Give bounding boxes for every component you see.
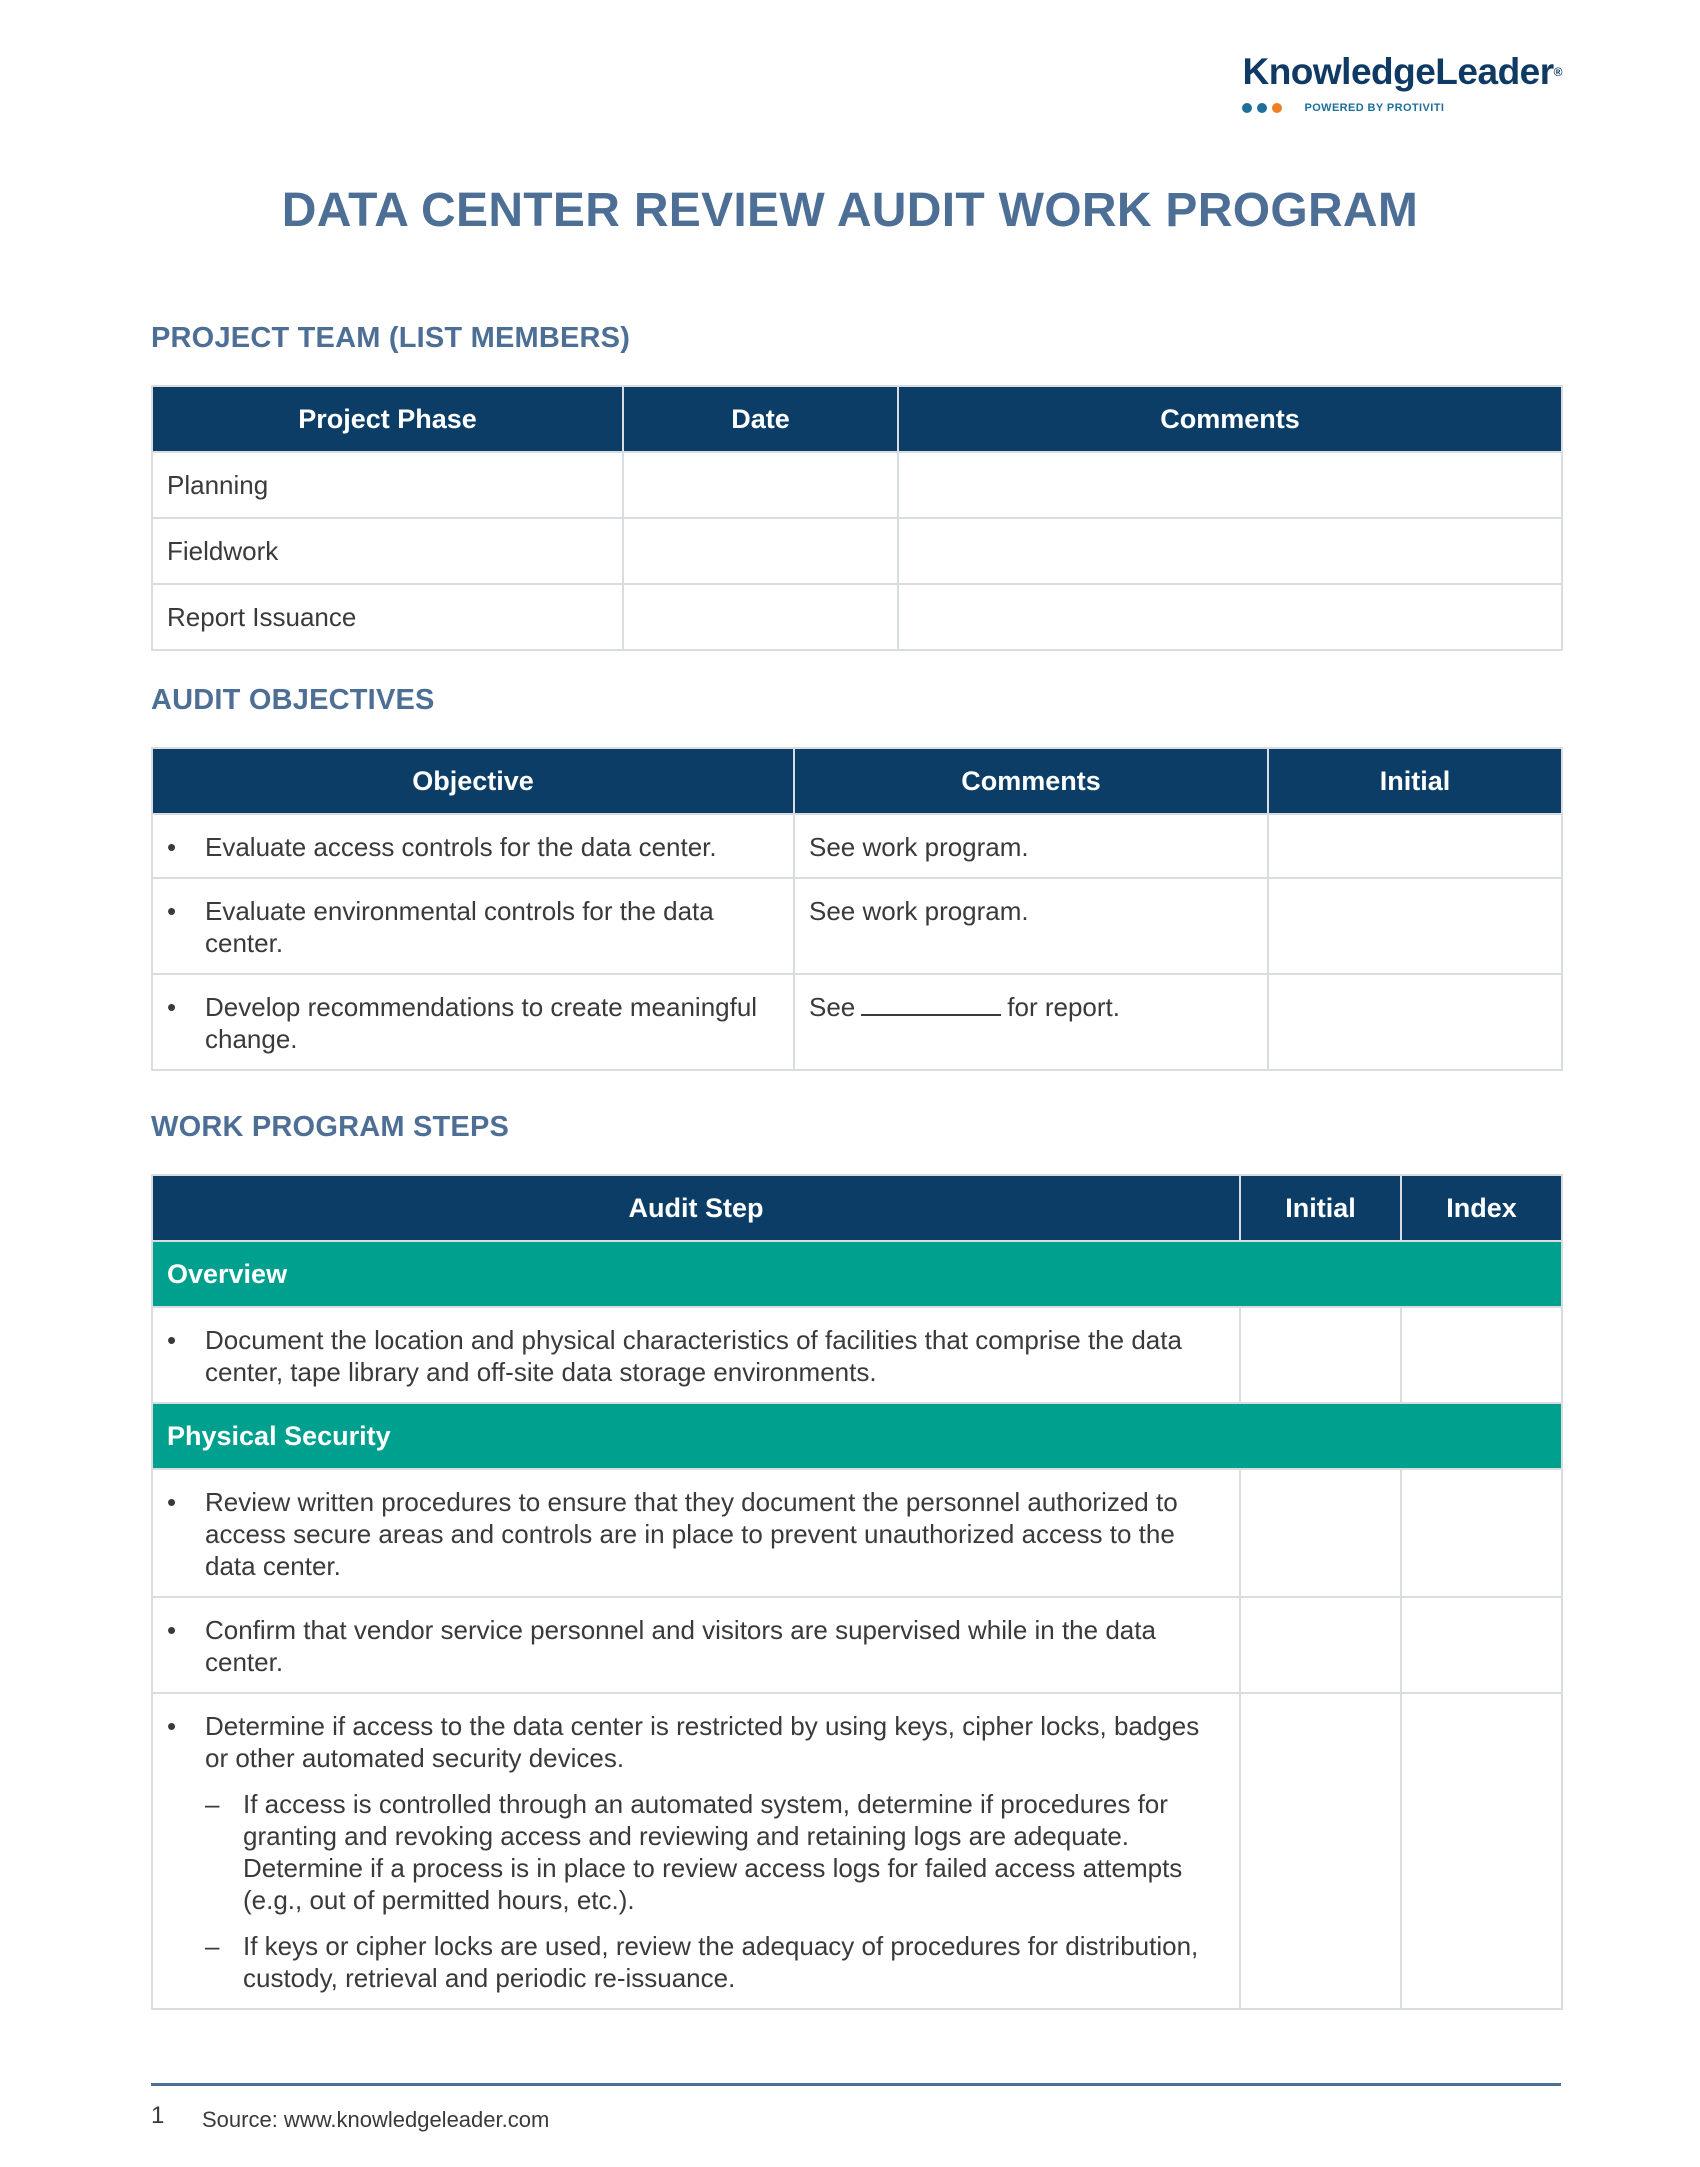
- logo-tagline: POWERED BY PROTIVITI: [1304, 102, 1445, 114]
- audit-step-cell: [152, 1597, 1240, 1693]
- column-header-date: Date: [623, 386, 898, 452]
- audit-objectives-heading: AUDIT OBJECTIVES: [151, 684, 435, 716]
- table-row: [152, 814, 1562, 878]
- section-row-overview: [152, 1241, 1562, 1307]
- initial-cell[interactable]: [1240, 1469, 1401, 1597]
- table-row: [152, 878, 1562, 974]
- comments-cell[interactable]: [898, 452, 1562, 518]
- objective-cell: [152, 878, 794, 974]
- table-header-row: [152, 748, 1562, 814]
- audit-sub-step: – If access is controlled through an automated system, determine if procedures for granting and revoking access and reviewing and retaining logs are adequate. Determine if a process is in place to review access logs for failed access attempts (e.g., out of permitted hours, etc.).: [205, 1788, 1225, 1916]
- document-title: DATA CENTER REVIEW AUDIT WORK PROGRAM: [281, 184, 1419, 237]
- logo-dot: [1242, 103, 1252, 113]
- table-row: [152, 452, 1562, 518]
- comments-cell[interactable]: [898, 584, 1562, 650]
- audit-step-text: • Review written procedures to ensure that they document the personnel authorized to access secure areas and controls are in place to prevent unauthorized access to the data center.: [167, 1486, 1225, 1582]
- logo-tagline-row: [1242, 102, 1562, 114]
- column-header-comments: Comments: [898, 386, 1562, 452]
- audit-step-text: • Determine if access to the data center is restricted by using keys, cipher locks, badges or other automated security devices.: [167, 1710, 1225, 1774]
- table-row: [152, 518, 1562, 584]
- objective-text: • Develop recommendations to create meaningful change.: [167, 991, 779, 1055]
- index-cell[interactable]: [1401, 1693, 1562, 2009]
- audit-step-cell: [152, 1469, 1240, 1597]
- comments-suffix: for report.: [1007, 992, 1120, 1022]
- section-title: Overview: [152, 1241, 1562, 1307]
- audit-objectives-table: [151, 747, 1563, 1071]
- initial-cell[interactable]: [1240, 1307, 1401, 1403]
- table-row: [152, 1469, 1562, 1597]
- column-header-initial: Initial: [1240, 1175, 1401, 1241]
- initial-cell[interactable]: [1268, 878, 1562, 974]
- index-cell[interactable]: [1401, 1307, 1562, 1403]
- date-cell[interactable]: [623, 584, 898, 650]
- date-cell[interactable]: [623, 518, 898, 584]
- audit-step-text: • Confirm that vendor service personnel and visitors are supervised while in the data center.: [167, 1614, 1225, 1678]
- table-header-row: [152, 1175, 1562, 1241]
- table-row: [152, 1307, 1562, 1403]
- work-program-heading: WORK PROGRAM STEPS: [151, 1111, 510, 1143]
- initial-cell[interactable]: [1268, 974, 1562, 1070]
- work-program-table: [151, 1174, 1563, 2010]
- phase-cell: Report Issuance: [152, 584, 623, 650]
- objective-cell: [152, 814, 794, 878]
- project-team-table: [151, 385, 1563, 651]
- column-header-objective: Objective: [152, 748, 794, 814]
- fill-in-blank[interactable]: [861, 992, 1001, 1016]
- objective-text: • Evaluate access controls for the data center.: [167, 831, 779, 863]
- initial-cell[interactable]: [1240, 1693, 1401, 2009]
- comments-prefix: See: [809, 992, 856, 1022]
- comments-cell: [794, 974, 1268, 1070]
- audit-sub-step: – If keys or cipher locks are used, review the adequacy of procedures for distribution, custody, retrieval and periodic re-issuance.: [205, 1930, 1225, 1994]
- phase-cell: Fieldwork: [152, 518, 623, 584]
- initial-cell[interactable]: [1268, 814, 1562, 878]
- index-cell[interactable]: [1401, 1469, 1562, 1597]
- table-row: [152, 1597, 1562, 1693]
- column-header-initial: Initial: [1268, 748, 1562, 814]
- section-row-physical-security: [152, 1403, 1562, 1469]
- logo-dot: [1257, 103, 1267, 113]
- date-cell[interactable]: [623, 452, 898, 518]
- objective-cell: [152, 974, 794, 1070]
- phase-cell: Planning: [152, 452, 623, 518]
- project-team-heading: PROJECT TEAM (LIST MEMBERS): [151, 322, 631, 354]
- initial-cell[interactable]: [1240, 1597, 1401, 1693]
- section-title: Physical Security: [152, 1403, 1562, 1469]
- comments-cell: See work program.: [794, 878, 1268, 974]
- audit-step-text: • Document the location and physical characteristics of facilities that comprise the data center, tape library and off-site data storage environments.: [167, 1324, 1225, 1388]
- audit-step-cell: [152, 1307, 1240, 1403]
- audit-step-cell: [152, 1693, 1240, 2009]
- table-row: [152, 584, 1562, 650]
- comments-cell[interactable]: [898, 518, 1562, 584]
- table-row: [152, 1693, 1562, 2009]
- column-header-audit-step: Audit Step: [152, 1175, 1240, 1241]
- brand-logo: [1242, 52, 1562, 114]
- table-row: [152, 974, 1562, 1070]
- table-header-row: [152, 386, 1562, 452]
- footer-divider: [151, 2083, 1561, 2086]
- page-number: 1: [151, 2102, 165, 2129]
- comments-cell: See work program.: [794, 814, 1268, 878]
- index-cell[interactable]: [1401, 1597, 1562, 1693]
- source-citation: Source: www.knowledgeleader.com: [202, 2107, 550, 2132]
- column-header-index: Index: [1401, 1175, 1562, 1241]
- logo-dots-icon: [1242, 103, 1282, 113]
- column-header-comments: Comments: [794, 748, 1268, 814]
- logo-dot: [1272, 103, 1282, 113]
- column-header-project-phase: Project Phase: [152, 386, 623, 452]
- objective-text: • Evaluate environmental controls for the data center.: [167, 895, 779, 959]
- logo-wordmark: KnowledgeLeader®: [1242, 51, 1562, 92]
